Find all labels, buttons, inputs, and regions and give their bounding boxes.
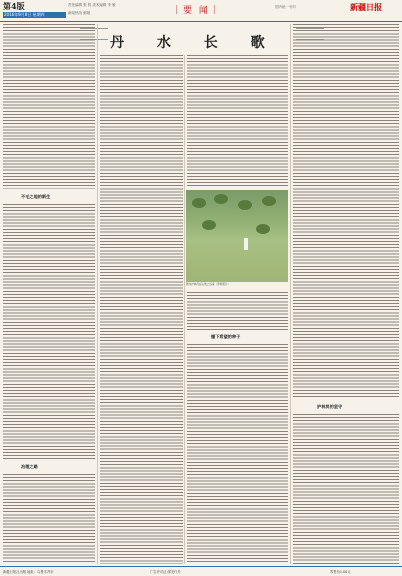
body-text (187, 344, 288, 564)
newspaper-masthead: 新疆日报 (350, 2, 382, 12)
page-header (0, 0, 402, 22)
article-title: 丹 水 长 歌 (110, 35, 279, 51)
editors-line: 责任编辑 张 锐 美术编辑 李 敏 (68, 3, 116, 7)
column-divider (290, 24, 291, 564)
header-rule (0, 21, 402, 22)
landscape-photo (186, 190, 288, 282)
section-tag: ｜要 闻｜ (172, 6, 221, 16)
section-heading: 不毛之地的新生 (21, 194, 51, 199)
body-text (187, 292, 288, 330)
column-divider (184, 55, 185, 564)
body-text (3, 24, 95, 189)
footer-price: 零售价1.00元 (330, 570, 351, 574)
date-line: 2016年9月8日 星期四 (3, 12, 66, 18)
body-text (293, 414, 399, 564)
hotline-line: 新闻热线 邮箱 (68, 11, 91, 15)
section-heading: 治理之路 (21, 464, 38, 469)
body-text (3, 204, 95, 459)
body-text (187, 55, 288, 187)
photo-caption: 图为护林员在山坡上巡查（资料照片） (186, 283, 231, 286)
footer-publisher: 新疆日报社出版 地址：乌鲁木齐市 (3, 570, 54, 574)
section-heading: 播下希望的种子 (211, 334, 241, 339)
issue-info: 国内统一刊号 (275, 5, 296, 9)
person-figure (244, 238, 248, 250)
body-text (3, 474, 95, 562)
column-4 (293, 24, 399, 564)
column-3-top (187, 55, 288, 187)
page-number: 第4版 (3, 1, 25, 11)
body-text (293, 24, 399, 399)
body-text (100, 55, 183, 564)
column-2 (100, 55, 183, 564)
column-3-bottom (187, 292, 288, 564)
column-divider (97, 24, 98, 564)
section-heading: 护林员的坚守 (317, 404, 343, 409)
column-1 (3, 24, 95, 564)
footer-license: 广告许可证 邮发代号 (150, 570, 181, 574)
